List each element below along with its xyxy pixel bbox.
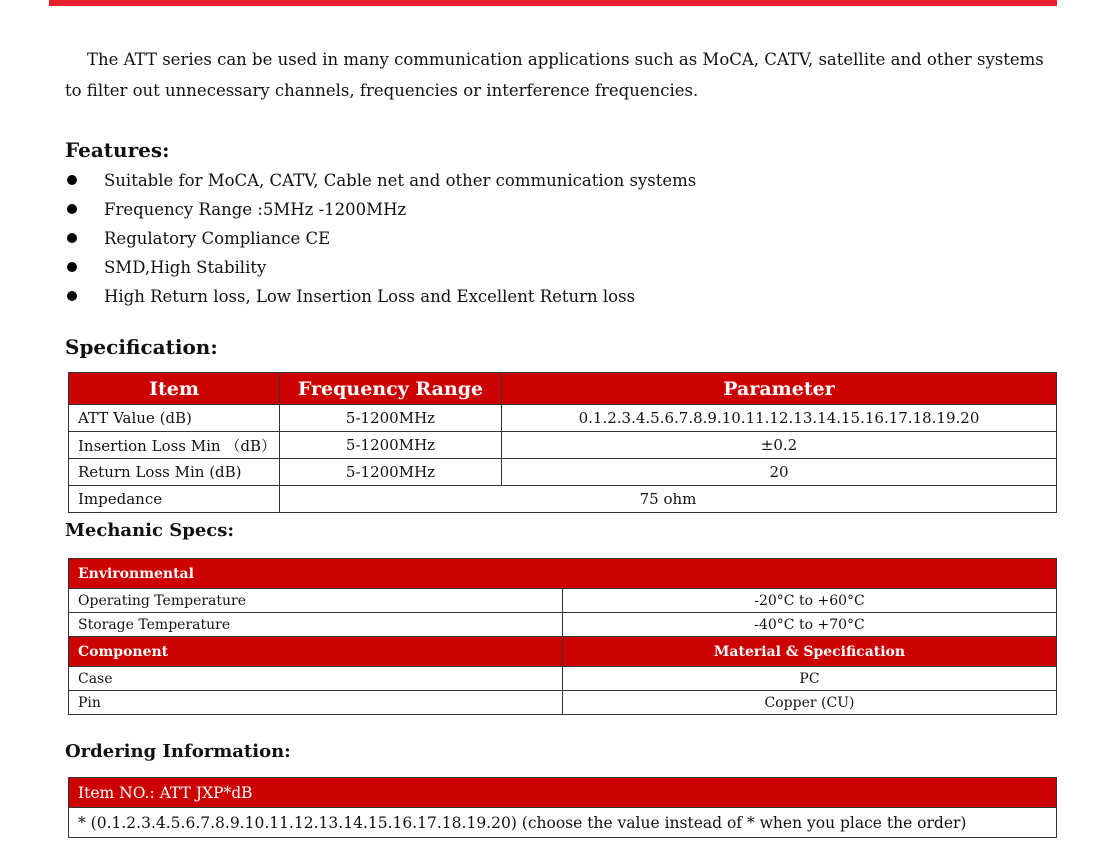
feature-item: Regulatory Compliance CE	[65, 224, 696, 253]
header-parameter: Parameter	[502, 373, 1057, 405]
ordering-header-row	[69, 778, 1057, 808]
cell-parameter: 20	[502, 459, 1057, 486]
table-row	[69, 808, 1057, 838]
header-component: Component	[69, 637, 563, 667]
ordering-note: * (0.1.2.3.4.5.6.7.8.9.10.11.12.13.14.15.16.17.18.19.20) (choose the value instead of * when you place the order)	[69, 808, 1057, 838]
table-row	[69, 589, 1057, 613]
cell-item: Insertion Loss Min （dB）	[69, 432, 280, 459]
cell-impedance-value: 75 ohm	[280, 486, 1057, 513]
ordering-heading: Ordering Information:	[65, 741, 291, 762]
table-row	[69, 459, 1057, 486]
features-list	[65, 166, 696, 311]
cell-frequency: 5-1200MHz	[280, 405, 502, 432]
cell-parameter: ±0.2	[502, 432, 1057, 459]
table-header-row	[69, 373, 1057, 405]
header-frequency-range: Frequency Range	[280, 373, 502, 405]
mechanic-specs-heading: Mechanic Specs:	[65, 520, 235, 541]
cell-parameter: 0.1.2.3.4.5.6.7.8.9.10.11.12.13.14.15.16.17.18.19.20	[502, 405, 1057, 432]
feature-item: SMD,High Stability	[65, 253, 696, 282]
cell-frequency: 5-1200MHz	[280, 432, 502, 459]
cell-value: -40°C to +70°C	[563, 613, 1057, 637]
table-row	[69, 667, 1057, 691]
ordering-table	[68, 777, 1057, 838]
cell-label: Pin	[69, 691, 563, 715]
intro-text: The ATT series can be used in many communication applications such as MoCA, CATV, satellite and other systems to filter out unnecessary channels, frequencies or interference frequencies.	[65, 50, 1044, 100]
table-row	[69, 691, 1057, 715]
cell-frequency: 5-1200MHz	[280, 459, 502, 486]
mechanic-specs-table	[68, 558, 1057, 715]
specification-table	[68, 372, 1057, 513]
header-item: Item	[69, 373, 280, 405]
cell-item: ATT Value (dB)	[69, 405, 280, 432]
cell-item: Impedance	[69, 486, 280, 513]
item-number: Item NO.: ATT JXP*dB	[69, 778, 1057, 808]
feature-item: Suitable for MoCA, CATV, Cable net and other communication systems	[65, 166, 696, 195]
specification-heading: Specification:	[65, 335, 218, 359]
table-row	[69, 613, 1057, 637]
cell-value: -20°C to +60°C	[563, 589, 1057, 613]
environmental-label: Environmental	[69, 559, 1057, 589]
table-row	[69, 432, 1057, 459]
intro-paragraph	[65, 44, 1055, 106]
cell-value: Copper (CU)	[563, 691, 1057, 715]
component-header-row	[69, 637, 1057, 667]
environmental-header-row	[69, 559, 1057, 589]
cell-label: Storage Temperature	[69, 613, 563, 637]
features-heading: Features:	[65, 138, 170, 162]
table-row	[69, 486, 1057, 513]
header-material: Material & Specification	[563, 637, 1057, 667]
cell-label: Case	[69, 667, 563, 691]
feature-item: High Return loss, Low Insertion Loss and Excellent Return loss	[65, 282, 696, 311]
cell-value: PC	[563, 667, 1057, 691]
cell-item: Return Loss Min (dB)	[69, 459, 280, 486]
top-accent-bar	[49, 0, 1057, 6]
feature-item: Frequency Range :5MHz -1200MHz	[65, 195, 696, 224]
cell-label: Operating Temperature	[69, 589, 563, 613]
table-row	[69, 405, 1057, 432]
